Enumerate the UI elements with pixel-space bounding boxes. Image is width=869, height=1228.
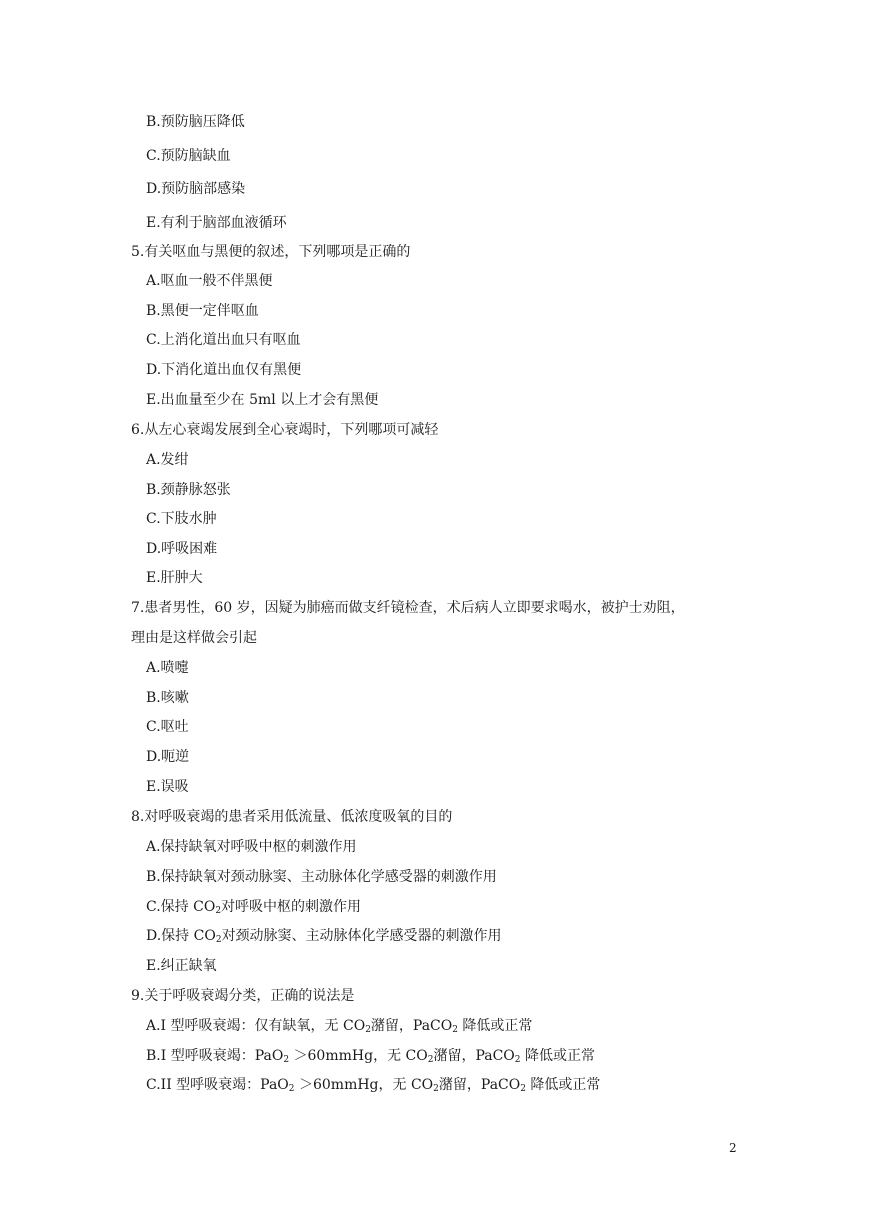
option-b-q7: B.咳嗽 bbox=[146, 690, 189, 706]
option-b-q9: B.I 型呼吸衰竭：PaO$_2$ ＞60mmHg，无 $CO_2$潴留，PaCO$_2$ 降低或正常 bbox=[146, 1048, 595, 1065]
option-c-q4: C.预防脑缺血 bbox=[146, 148, 231, 164]
page-number: 2 bbox=[729, 1141, 737, 1155]
option-c-q5: C.上消化道出血只有呕血 bbox=[146, 332, 301, 348]
option-a-q9: A.I 型呼吸衰竭：仅有缺氧，无 $CO_2$潴留，PaCO$_2$ 降低或正常 bbox=[146, 1018, 533, 1035]
option-d-q8: D.保持 $CO_2$对颈动脉窦、主动脉体化学感受器的刺激作用 bbox=[146, 928, 502, 945]
option-c-q8: C.保持 $CO_2$对呼吸中枢的刺激作用 bbox=[146, 899, 362, 916]
option-d-q4: D.预防脑部感染 bbox=[146, 181, 246, 197]
option-d-q7: D.呃逆 bbox=[146, 749, 190, 765]
question-7-continued: 理由是这样做会引起 bbox=[131, 630, 257, 646]
option-b-q4: B.预防脑压降低 bbox=[146, 114, 245, 130]
question-8: 8.对呼吸衰竭的患者采用低流量、低浓度吸氧的目的 bbox=[131, 809, 453, 825]
question-7: 7.患者男性，60 岁，因疑为肺癌而做支纤镜检查，术后病人立即要求喝水，被护士劝阻， bbox=[131, 600, 685, 616]
option-c-q9: C.II 型呼吸衰竭：PaO$_2$ ＞60mmHg，无 $CO_2$潴留，PaCO$_2$ 降低或正常 bbox=[146, 1077, 601, 1094]
option-e-q8: E.纠正缺氧 bbox=[146, 958, 217, 974]
option-b-q5: B.黑便一定伴呕血 bbox=[146, 303, 259, 319]
option-b-q8: B.保持缺氧对颈动脉窦、主动脉体化学感受器的刺激作用 bbox=[146, 869, 497, 885]
option-d-q5: D.下消化道出血仅有黑便 bbox=[146, 362, 302, 378]
option-a-q8: A.保持缺氧对呼吸中枢的刺激作用 bbox=[146, 839, 357, 855]
option-a-q7: A.喷嚏 bbox=[146, 660, 189, 676]
option-c-q7: C.呕吐 bbox=[146, 719, 189, 735]
option-a-q5: A.呕血一般不伴黑便 bbox=[146, 273, 273, 289]
option-c-q6: C.下肢水肿 bbox=[146, 511, 217, 527]
question-6: 6.从左心衰竭发展到全心衰竭时，下列哪项可减轻 bbox=[131, 422, 439, 438]
option-a-q6: A.发绀 bbox=[146, 452, 189, 468]
question-5: 5.有关呕血与黑便的叙述，下列哪项是正确的 bbox=[131, 244, 411, 260]
option-d-q6: D.呼吸困难 bbox=[146, 541, 218, 557]
option-b-q6: B.颈静脉怒张 bbox=[146, 482, 231, 498]
question-9: 9.关于呼吸衰竭分类，正确的说法是 bbox=[131, 988, 355, 1004]
option-e-q6: E.肝肿大 bbox=[146, 570, 203, 586]
option-e-q4: E.有利于脑部血液循环 bbox=[146, 215, 287, 231]
option-e-q5: E.出血量至少在 5ml 以上才会有黑便 bbox=[146, 392, 379, 408]
option-e-q7: E.误吸 bbox=[146, 779, 189, 795]
